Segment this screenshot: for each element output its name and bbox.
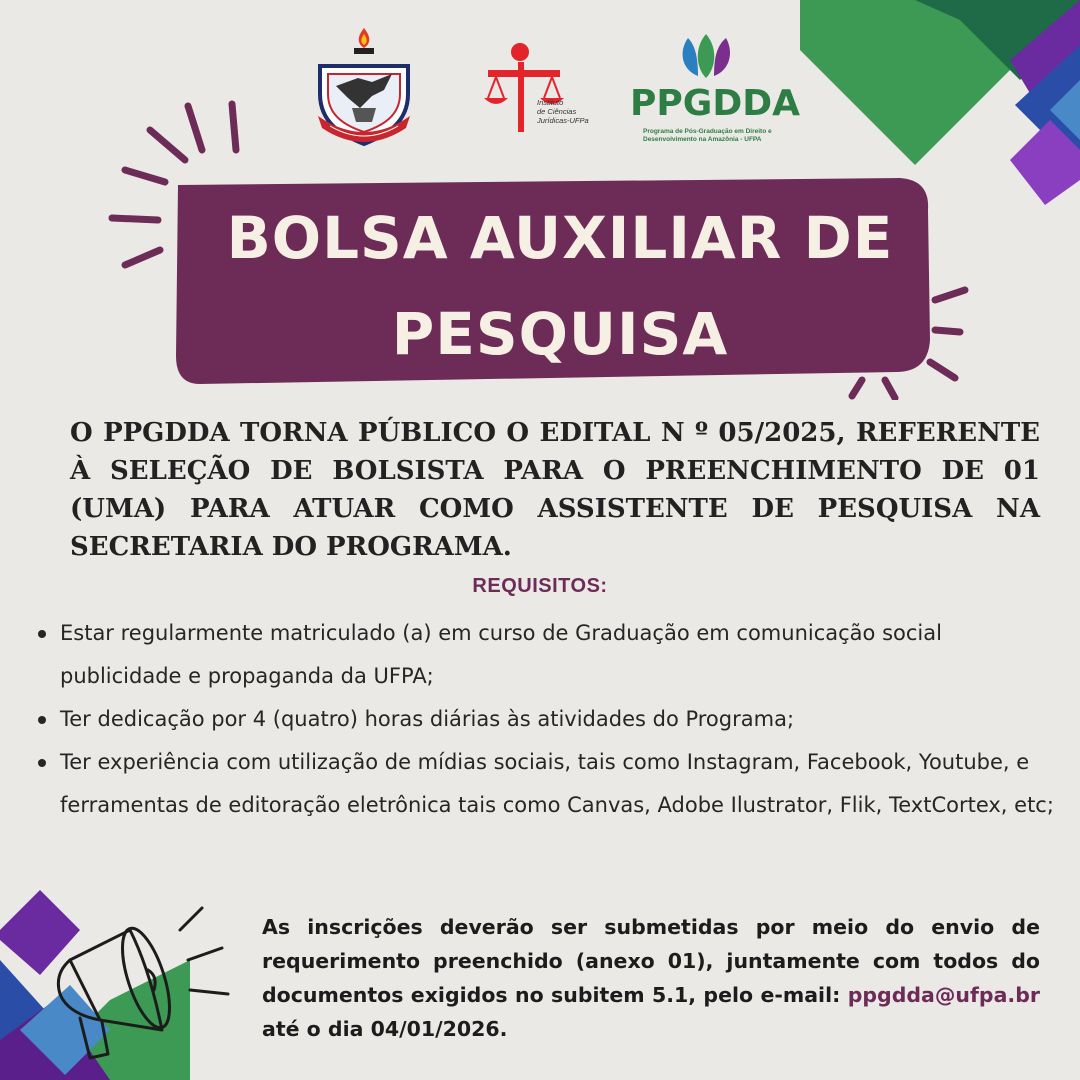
icj-line-2: de Ciências <box>537 107 577 116</box>
bullet-icon <box>38 759 46 767</box>
intro-paragraph: O PPGDDA TORNA PÚBLICO O EDITAL N º 05/2025, REFERENTE À SELEÇÃO DE BOLSISTA PARA O PREENCHIMENTO DE 01 (UMA) PARA ATUAR COMO ASSISTENTE DE PESQUISA NA SECRETARIA DO PROGRAMA. <box>70 418 1040 562</box>
contact-email-link[interactable]: ppgdda@ufpa.br <box>847 983 1040 1007</box>
title-line-2: PESQUISA <box>391 300 729 368</box>
closing-text: As inscrições deverão ser submetidas por meio do envio de requerimento preenchido (anexo 01), juntamente com todos do documentos exigidos no subitem 5.1, pelo e-mail: <box>262 915 1040 1007</box>
bullet-icon <box>38 630 46 638</box>
requirement-text: Ter dedicação por 4 (quatro) horas diárias às atividades do Programa; <box>60 707 795 731</box>
requirement-text: Estar regularmente matriculado (a) em curso de Graduação em comunicação social publicidade e propaganda da UFPA; <box>60 621 942 688</box>
list-item <box>34 741 1064 827</box>
requirements-heading: REQUISITOS: <box>472 575 608 597</box>
list-item <box>34 698 1064 741</box>
icj-line-1: Instituto <box>537 98 564 107</box>
ppgdda-subtitle-line-1: Programa de Pós-Graduação em Direito e <box>643 128 772 135</box>
ppgdda-subtitle-line-2: Desenvolvimento na Amazônia - UFPA <box>643 136 762 143</box>
ppgdda-logo-name: PPGDDA <box>630 83 800 124</box>
poster-title <box>180 190 940 382</box>
bullet-icon <box>38 716 46 724</box>
requirement-text: Ter experiência com utilização de mídias sociais, tais como Instagram, Facebook, Youtube, e ferramentas de editoração eletrônica tais como Canvas, Adobe Ilustrator, Flik, TextCortex, etc; <box>60 750 1054 817</box>
deadline-text: até o dia 04/01/2026. <box>262 1017 508 1041</box>
requirements-list <box>34 612 1064 827</box>
closing-paragraph <box>262 910 1040 1046</box>
list-item <box>34 612 1064 698</box>
icj-line-3: Jurídicas-UFPa <box>537 116 589 125</box>
megaphone-icon <box>30 890 260 1070</box>
title-line-1: BOLSA AUXILIAR DE <box>226 204 894 272</box>
